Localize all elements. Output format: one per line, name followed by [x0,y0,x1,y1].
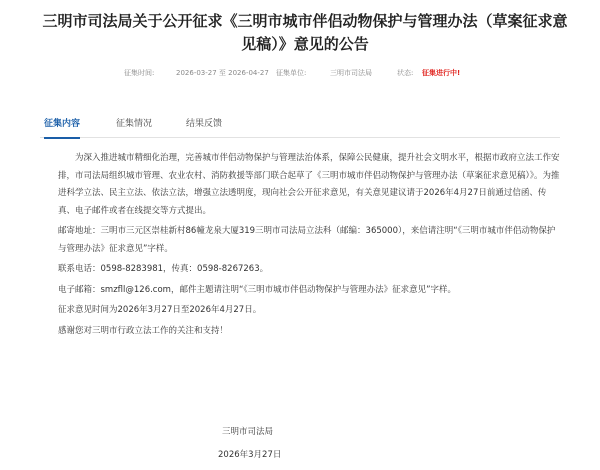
signature-date-text: 2026年3月27日 [218,450,282,460]
body-paragraph-address: 邮寄地址：三明市三元区崇桂新村86幢龙泉大厦319三明市司法局立法科（邮编：365000），来信请注明“《三明市城市伴侣动物保护与管理办法》征求意见”字样。 [58,226,556,254]
collection-time-label: 征集时间: [124,69,155,77]
tab-result-feedback[interactable]: 结果反馈 [186,119,223,129]
tab-collection-content[interactable]: 征集内容 [44,119,81,129]
body-paragraph-period: 征求意见时间为2026年3月27日至2026年4月27日。 [58,305,262,315]
announcement-meta [0,66,600,80]
collection-unit-label: 征集单位: [276,69,307,77]
page-title: 三明市司法局关于公开征求《三明市城市伴侣动物保护与管理办法（草案征求意见稿）》意见的公告 [42,12,568,53]
body-paragraph-email: 电子邮箱：smzfll@126.com，邮件主题请注明“《三明市城市伴侣动物保护与管理办法》征求意见”字样。 [58,284,457,295]
body-paragraph-phone: 联系电话：0598-8283981，传真：0598-8267263。 [58,264,269,274]
signature-org-text: 三明市司法局 [222,427,274,437]
body-paragraph-thanks: 感谢您对三明市行政立法工作的关注和支持！ [58,325,229,336]
body-paragraph-intro: 为深入推进城市精细化治理，完善城市伴侣动物保护与管理法治体系，保障公民健康，提升社会文明水平，根据市政府立法工作安排，市司法局组织城市管理、农业农村、消防救援等部门联合起草了《三明市城市伴侣动物保护与管理办法（草案征求意见稿）》。为推进科学立法、民主立法、依法立法，增强立法透明度，现向社会公开征求意见，有关意见建议请于2026年4月27日前通过信函、传真、电子邮件或者在线提交等方式提出。 [58,153,560,216]
status-label: 状态: [397,69,414,77]
tab-bar [40,112,560,138]
collection-time-value: 2026-03-27 至 2026-04-27 [176,69,269,77]
tab-collection-status[interactable]: 征集情况 [116,119,153,129]
collection-unit-value: 三明市司法局 [330,69,372,77]
status-badge: 征集进行中! [422,69,461,77]
announcement-body [58,150,562,340]
